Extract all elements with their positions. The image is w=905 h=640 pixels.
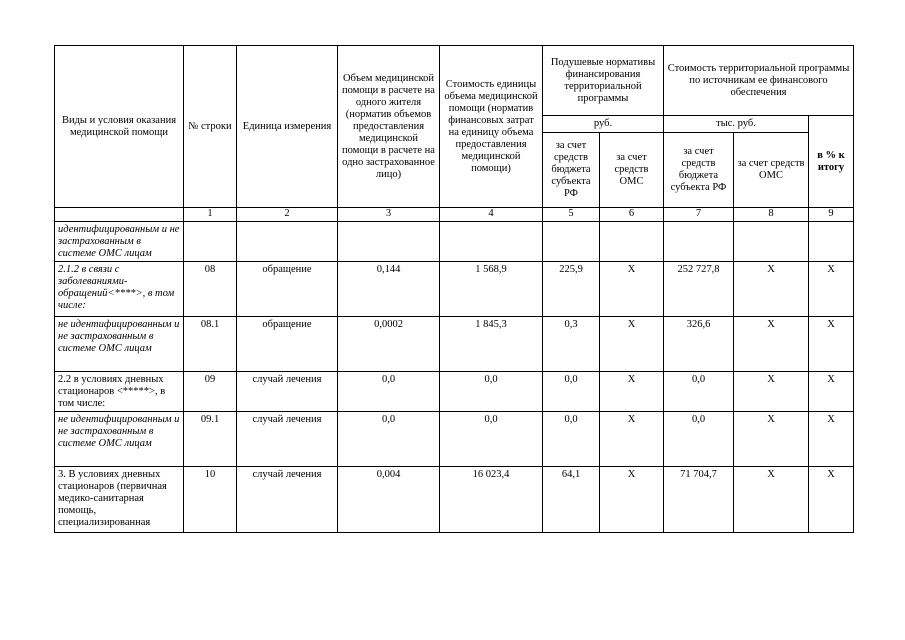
row-tc-oms: X xyxy=(734,467,809,533)
row-volume: 0,004 xyxy=(338,467,440,533)
row-unit-cost: 0,0 xyxy=(440,372,543,412)
header-pc-budget: за счет средств бюджета субъекта РФ xyxy=(543,133,600,208)
row-pc-budget: 0,3 xyxy=(543,317,600,372)
header-unit-rub: руб. xyxy=(543,116,664,133)
header-tc-oms: за счет средств ОМС xyxy=(734,133,809,208)
row-line-number: 08.1 xyxy=(184,317,237,372)
column-number-blank xyxy=(55,208,184,222)
table-row xyxy=(55,467,854,533)
header-kind-conditions: Виды и условия оказания медицинской помощи xyxy=(55,46,184,208)
row-pc-budget: 64,1 xyxy=(543,467,600,533)
column-number: 9 xyxy=(809,208,854,222)
row-pc-budget: 0,0 xyxy=(543,412,600,467)
row-name: не идентифицированным и не застрахованным в системе ОМС лицам xyxy=(55,412,184,467)
row-pc-oms: X xyxy=(600,412,664,467)
column-number: 1 xyxy=(184,208,237,222)
row-pc-oms: X xyxy=(600,262,664,317)
header-per-capita-group: Подушевые нормативы финансирования территориальной программы xyxy=(543,46,664,116)
table-row xyxy=(55,317,854,372)
row-unit: обращение xyxy=(237,262,338,317)
header-program-cost-group: Стоимость территориальной программы по источникам ее финансового обеспечения xyxy=(664,46,854,116)
header-unit-cost: Стоимость единицы объема медицинской помощи (норматив финансовых затрат на единицу объема предоставления медицинской помощи) xyxy=(440,46,543,208)
row-percent: X xyxy=(809,412,854,467)
header-pc-oms: за счет средств ОМС xyxy=(600,133,664,208)
row-pc-budget: 0,0 xyxy=(543,372,600,412)
header-line-number: № строки xyxy=(184,46,237,208)
row-unit: случай лечения xyxy=(237,412,338,467)
column-number: 7 xyxy=(664,208,734,222)
row-line-number: 10 xyxy=(184,467,237,533)
column-number: 5 xyxy=(543,208,600,222)
row-percent: X xyxy=(809,372,854,412)
header-tc-budget: за счет средств бюджета субъекта РФ xyxy=(664,133,734,208)
row-tc-oms xyxy=(734,222,809,262)
table-row xyxy=(55,262,854,317)
row-percent: X xyxy=(809,467,854,533)
row-tc-budget xyxy=(664,222,734,262)
header-unit: Единица измерения xyxy=(237,46,338,208)
row-name: не идентифицированным и не застрахованным в системе ОМС лицам xyxy=(55,317,184,372)
row-unit-cost: 16 023,4 xyxy=(440,467,543,533)
row-unit-cost: 1 845,3 xyxy=(440,317,543,372)
row-line-number: 08 xyxy=(184,262,237,317)
header-unit-thousand-rub: тыс. руб. xyxy=(664,116,809,133)
row-tc-budget: 0,0 xyxy=(664,372,734,412)
row-pc-oms: X xyxy=(600,372,664,412)
row-volume: 0,144 xyxy=(338,262,440,317)
column-number: 2 xyxy=(237,208,338,222)
header-percent: в % к итогу xyxy=(809,116,854,208)
row-name: 2.2 в условиях дневных стационаров <*****>, в том числе: xyxy=(55,372,184,412)
medical-care-table xyxy=(54,45,854,533)
row-unit: случай лечения xyxy=(237,467,338,533)
row-volume xyxy=(338,222,440,262)
row-name: 3. В условиях дневных стационаров (первичная медико-санитарная помощь, специализированная xyxy=(55,467,184,533)
row-volume: 0,0 xyxy=(338,412,440,467)
row-pc-oms: X xyxy=(600,467,664,533)
header-volume: Объем медицинской помощи в расчете на одного жителя (норматив объемов предоставления медицинской помощи в расчете на одно застрахованное лицо) xyxy=(338,46,440,208)
row-unit xyxy=(237,222,338,262)
column-number: 4 xyxy=(440,208,543,222)
row-pc-oms: X xyxy=(600,317,664,372)
row-unit-cost xyxy=(440,222,543,262)
row-unit-cost: 1 568,9 xyxy=(440,262,543,317)
row-tc-budget: 0,0 xyxy=(664,412,734,467)
row-percent xyxy=(809,222,854,262)
row-tc-oms: X xyxy=(734,372,809,412)
row-name: идентифицированным и не застрахованным в системе ОМС лицам xyxy=(55,222,184,262)
row-unit-cost: 0,0 xyxy=(440,412,543,467)
row-tc-budget: 71 704,7 xyxy=(664,467,734,533)
row-pc-budget xyxy=(543,222,600,262)
row-pc-budget: 225,9 xyxy=(543,262,600,317)
row-tc-oms: X xyxy=(734,317,809,372)
row-name: 2.1.2 в связи с заболеваниями-обращений<****>, в том числе: xyxy=(55,262,184,317)
column-number: 3 xyxy=(338,208,440,222)
row-unit: обращение xyxy=(237,317,338,372)
column-number-row xyxy=(55,208,854,222)
table-body xyxy=(55,222,854,533)
row-line-number xyxy=(184,222,237,262)
row-tc-oms: X xyxy=(734,412,809,467)
table-row xyxy=(55,372,854,412)
row-line-number: 09 xyxy=(184,372,237,412)
row-percent: X xyxy=(809,262,854,317)
row-unit: случай лечения xyxy=(237,372,338,412)
row-tc-oms: X xyxy=(734,262,809,317)
table-row xyxy=(55,412,854,467)
column-number: 8 xyxy=(734,208,809,222)
row-tc-budget: 326,6 xyxy=(664,317,734,372)
row-volume: 0,0 xyxy=(338,372,440,412)
table-row xyxy=(55,222,854,262)
column-number: 6 xyxy=(600,208,664,222)
row-line-number: 09.1 xyxy=(184,412,237,467)
row-percent: X xyxy=(809,317,854,372)
row-tc-budget: 252 727,8 xyxy=(664,262,734,317)
row-pc-oms xyxy=(600,222,664,262)
row-volume: 0,0002 xyxy=(338,317,440,372)
